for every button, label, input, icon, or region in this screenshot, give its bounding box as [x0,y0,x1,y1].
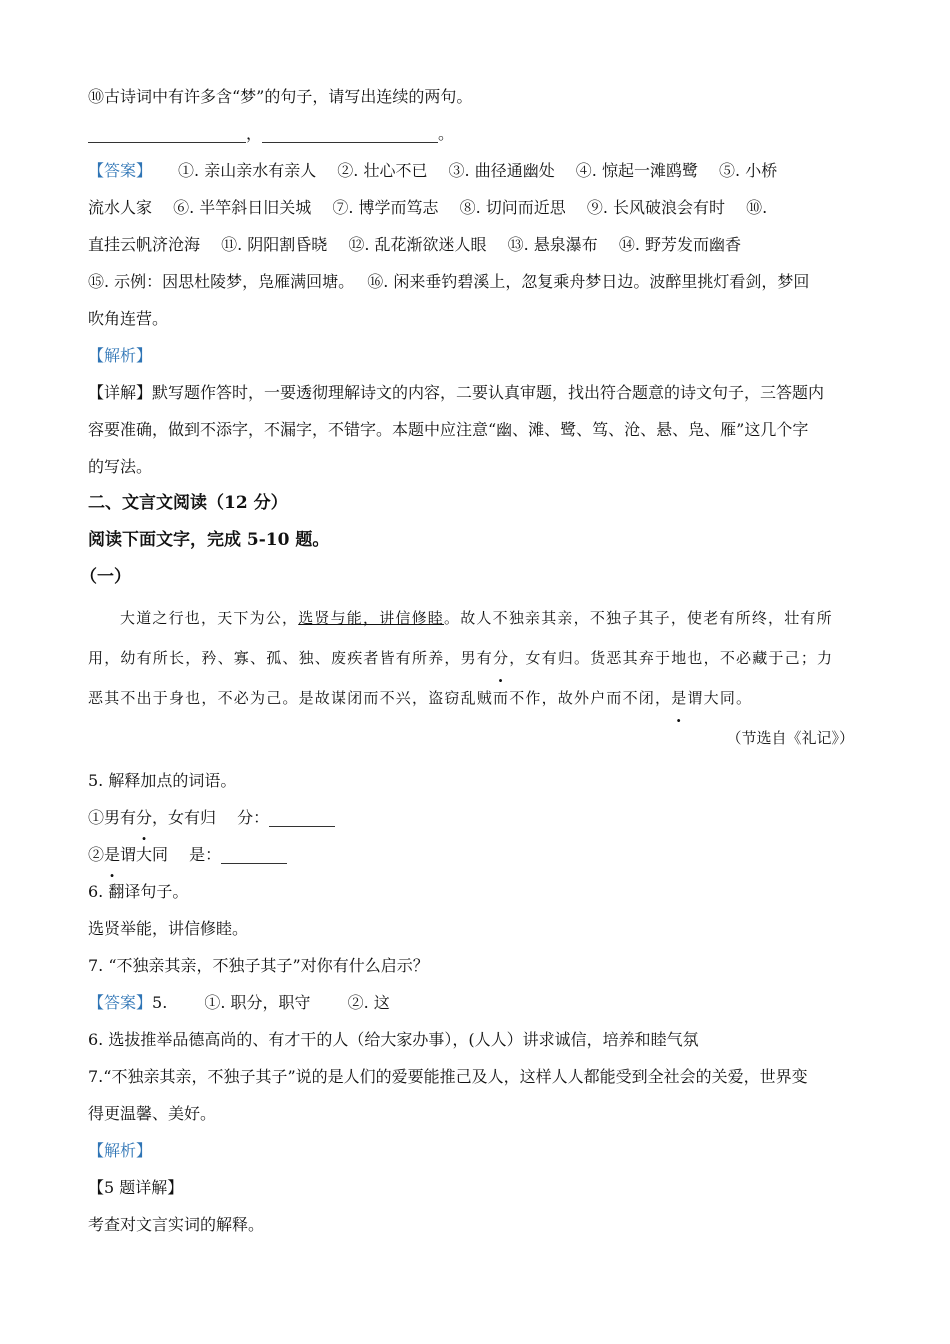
q6-title: 6. 翻译句子。 [88,882,189,901]
answer-line: ①. 亲山亲水有亲人 ②. 壮心不已 ③. 曲径通幽处 ④. 惊起一滩鸥鹭 ⑤. 小桥 [178,161,778,180]
dotted-word: 分 [136,808,153,827]
passage-line: 大道之行也，天下为公，选贤与能，讲信修睦。故人不独亲其亲，不独子其子，使老有所终，壮有所 [120,609,833,627]
q5-item: ②是谓大同 是： [88,836,864,873]
answer-line: 6. 选拔推举品德高尚的、有才干的人（给大家办事），(人人）讲求诚信，培养和睦气氛 [88,1030,699,1049]
q10-prompt: ⑩古诗词中有许多含“梦”的句子，请写出连续的两句。 [88,87,473,106]
answer-line: 直挂云帆济沧海 ⑪. 阴阳割昏晓 ⑫. 乱花渐欲迷人眼 ⑬. 悬泉瀑布 ⑭. 野芳发而幽香 [88,235,742,254]
answer-line: 吹角连营。 [88,309,169,328]
dotted-word: 是 [671,689,688,707]
detail-line: 【详解】默写题作答时，一要透彻理解诗文的内容，二要认真审题，找出符合题意的诗文句子，三答题内 [88,383,825,402]
detail-line: 的写法。 [88,457,153,476]
underlined-phrase: 选贤与能，讲信修睦 [298,609,445,627]
document-page [80,78,864,1243]
q5-item: ①男有分，女有归 分： [88,799,864,836]
subsection-title: （一） [80,567,131,587]
answer-tag: 【答案】 [88,161,153,180]
answer-line: 流水人家 ⑥. 半竿斜日旧关城 ⑦. 博学而笃志 ⑧. 切问而近思 ⑨. 长风破浪会有时 ⑩. [88,198,768,217]
analysis-tag: 【解析】 [88,346,153,365]
detail-line: 容要准确，做到不添字，不漏字，不错字。本题中应注意“幽、滩、鹭、笃、沧、悬、凫、雁”这几个字 [88,420,809,439]
answer-line: ⑮. 示例：因思杜陵梦，凫雁满回塘。 ⑯. 闲来垂钓碧溪上，忽复乘舟梦日边。波醉里挑灯看剑，梦回 [88,272,810,291]
classical-passage [88,598,864,718]
passage-source: （节选自《礼记》） [726,729,854,747]
answer-tag: 【答案】 [88,993,153,1012]
q5-title: 5. 解释加点的词语。 [88,771,237,790]
answer-line: 得更温馨、美好。 [88,1104,217,1123]
dotted-word: 分 [493,649,510,667]
blank-line[interactable] [221,843,287,864]
blank-line[interactable] [262,122,438,143]
q6-text: 选贤举能，讲信修睦。 [88,919,249,938]
answer-line: 7.“不独亲其亲，不独子其子”说的是人们的爱要能推己及人，这样人人都能受到全社会的关爱，世界变 [88,1067,808,1086]
q10-answer-blanks: ， 。 [88,115,864,152]
section-instruction: 阅读下面文字，完成 5-10 题。 [88,530,330,550]
passage-line: 恶其不出于身也，不必为己。是故谋闭而不兴，盗窃乱贼而不作，故外户而不闭，是谓大同。 [88,689,753,707]
dotted-word: 是 [104,845,121,864]
q7-title: 7. “不独亲其亲，不独子其子”对你有什么启示？ [88,956,429,975]
blank-line[interactable] [269,806,335,827]
detail-subtitle: 【5 题详解】 [88,1178,184,1197]
section-title: 二、文言文阅读（12 分） [88,493,288,513]
detail-line: 考查对文言实词的解释。 [88,1215,265,1234]
detail-tag: 【详解】 [88,383,153,402]
answer-row: 【答案】5. ①. 职分，职守 ②. 这 [88,993,390,1012]
answer-row [88,152,864,189]
blank-line[interactable] [88,122,246,143]
analysis-tag: 【解析】 [88,1141,153,1160]
passage-line: 用，幼有所长，矜、寡、孤、独、废疾者皆有所养，男有分，女有归。货恶其弃于地也，不必藏于己；力 [88,649,834,667]
